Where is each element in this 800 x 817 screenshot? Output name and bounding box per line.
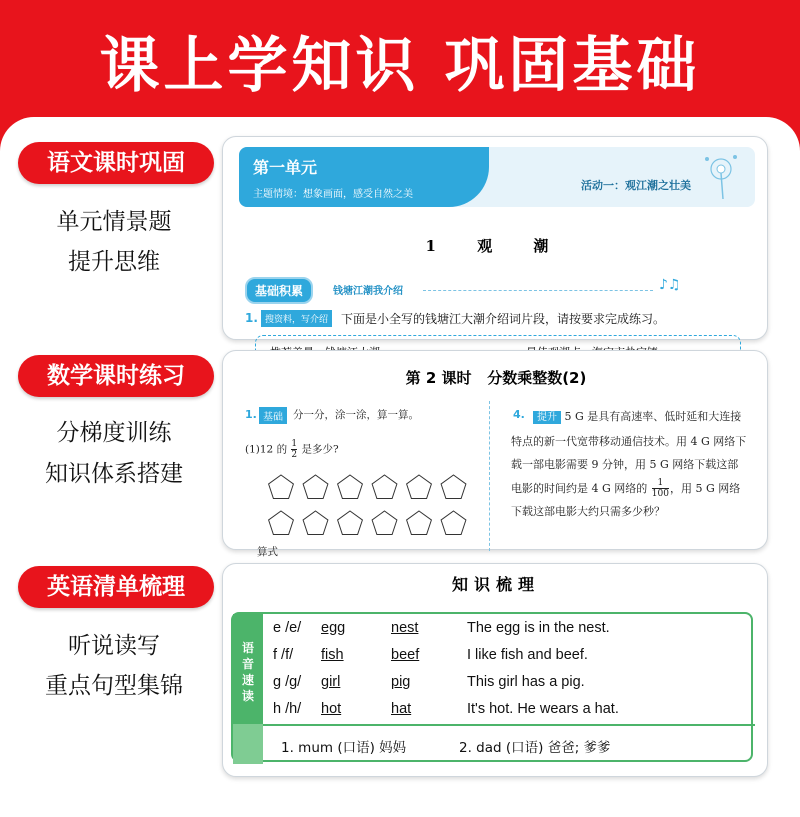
phonics-letter: e /e/ [273,620,302,636]
fraction-numerator: 1 [291,439,298,449]
phonics-sentence: The egg is in the nest. [467,620,610,636]
dandelion-icon [701,151,741,201]
unit-title: 第一单元 [253,158,318,177]
question-tag: 基础 [259,407,287,424]
pentagon-shape [338,475,363,499]
question-number: 1. [245,311,258,325]
phonics-letter: h /h/ [273,701,302,717]
side-label: 语音速读 [241,641,254,703]
side-label-band [233,614,263,724]
feature-text: 知识体系搭建 [45,461,183,487]
fraction-numerator: 1 [657,478,664,488]
english-card [222,563,768,777]
feature-text: 分梯度训练 [56,420,172,446]
music-note-icon: ♪♫ [659,277,681,293]
phonics-w1: egg [321,620,346,636]
pentagon-shape [303,511,328,535]
section-title: 知识梳理 [451,575,540,594]
question-text-a: 5 G 是具有高速率、低时延和大连接特点的新一代宽带移动通信技术。用 4 G 网络下载一部电影需要 9 分钟，用 5 G 网络下载这部电影的时间约是 4 G 网络的 [511,410,747,495]
pentagon-grid [263,473,483,543]
pentagon-shape [269,475,294,499]
feature-text: 单元情景题 [56,209,172,235]
phonics-w1: girl [321,674,341,690]
fraction [291,439,297,460]
question-number: 4. [513,408,525,421]
pentagon-shape [338,511,363,535]
pentagon-shape [372,475,397,499]
phonics-w1: hot [321,701,342,717]
pentagon-shape [441,511,466,535]
phonics-w2: beef [391,647,420,663]
lesson-title: 1 观 潮 [425,237,567,255]
question-tag: 提升 [533,411,561,424]
feature-text: 提升思维 [68,249,160,275]
question-text-b: ，用 5 G 网络下载这部电影大约只需多少秒？ [511,481,741,518]
feature-text: 听说读写 [68,633,160,659]
phonics-letter: f /f/ [273,647,294,663]
question-number: 1. [245,408,257,421]
feature-text: 重点句型集锦 [45,673,183,699]
pentagon-shape [407,475,432,499]
pentagon-shape [372,511,397,535]
pentagon-shape [441,475,466,499]
section-badge-math: 数学课时练习 [18,355,214,397]
divider [423,290,653,291]
activity-title: 活动一：观江潮之壮美 [581,179,691,192]
section-badge-chinese: 语文课时巩固 [18,142,214,184]
question-tag: 搜资料，写介绍 [261,310,332,327]
sub-question [245,439,339,460]
section-badge-english: 英语清单梳理 [18,566,214,608]
chinese-card [222,136,768,340]
phonics-sentence: This girl has a pig. [467,674,585,690]
phonics-w1: fish [321,647,344,663]
column-divider [489,401,490,551]
question-text: 分一分，涂一涂，算一算。 [293,409,419,421]
answer-label: 算式 [257,546,278,558]
pentagon-shape [269,511,294,535]
question-text: 下面是小全写的钱塘江大潮介绍词片段，请按要求完成练习。 [341,312,666,326]
sub-question-pre: (1)12 的 [245,443,288,456]
fraction-denominator: 2 [291,450,298,460]
phonics-table [231,612,753,762]
lesson-title: 第 2 课时 分数乘整数(2) [405,369,587,387]
phonics-sentence: I like fish and beef. [467,647,588,663]
basic-label: 基础积累 [245,277,313,304]
phonics-w2: hat [391,701,412,717]
vocab-item: 1. mum (口语) 妈妈 [281,740,407,756]
vocab-item: 2. dad (口语) 爸爸; 爹爹 [459,740,611,756]
unit-header-band [239,147,489,207]
unit-theme: 主题情境：想象画面，感受自然之美 [253,189,413,200]
pentagon-shape [303,475,328,499]
phonics-w2: pig [391,674,411,690]
pentagon-shape [407,511,432,535]
phonics-sentence: It's hot. He wears a hat. [467,701,619,717]
fraction [652,478,669,499]
basic-subtitle: 钱塘江潮我介绍 [333,286,403,297]
headline: 课上学知识 巩固基础 [99,31,701,101]
question-4-text [511,405,749,524]
unit-header [239,147,755,207]
fraction-denominator: 100 [651,489,669,499]
phonics-letter: g /g/ [273,674,302,690]
math-card [222,350,768,558]
sub-question-post: 是多少? [301,443,339,456]
row-separator [263,724,755,726]
phonics-w2: nest [391,620,419,636]
side-band-lower [233,724,263,764]
